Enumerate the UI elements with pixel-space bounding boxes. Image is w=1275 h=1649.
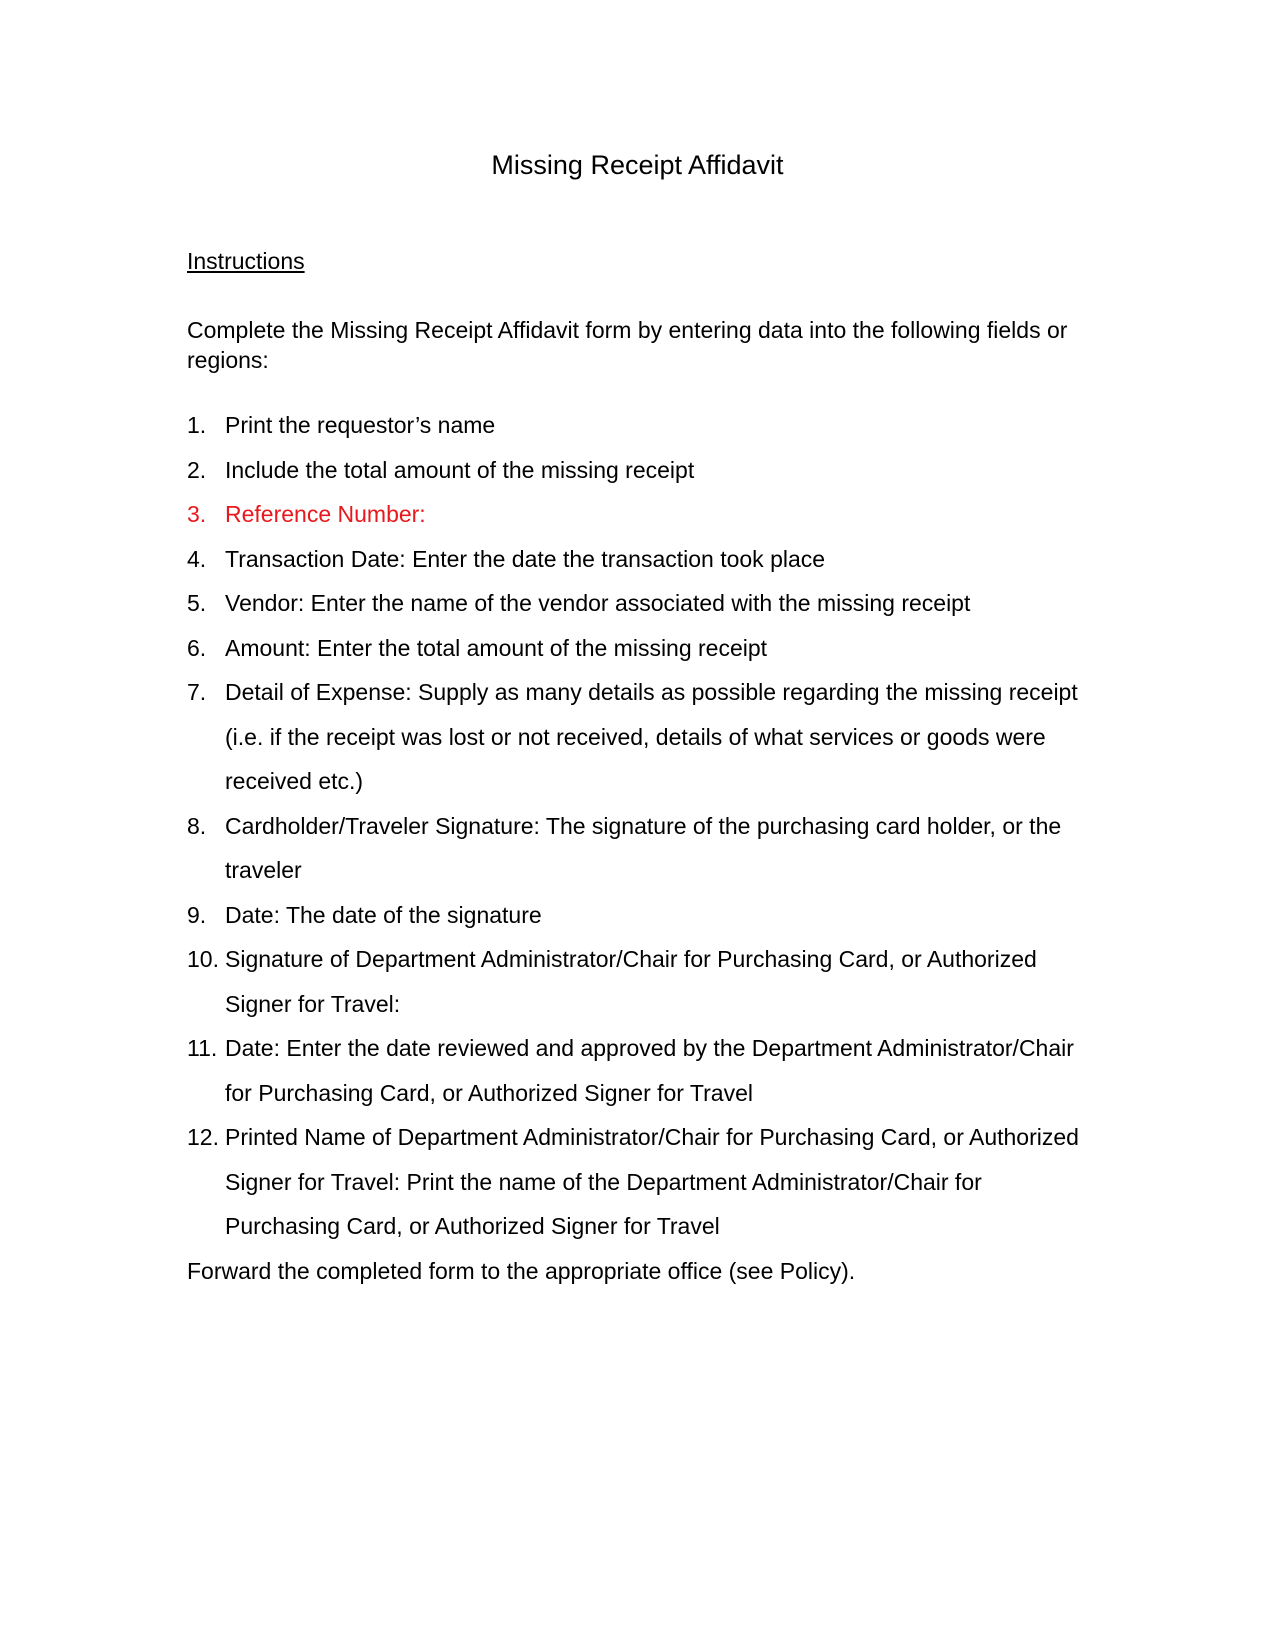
step-number: 6. bbox=[187, 634, 207, 661]
step-text: Printed Name of Department Administrator/Chair for Purchasing Card, or Authorized Signer for Travel: Print the name of the Department Administrator/Chair for Purchasing Card, or Authorized Signer for Travel bbox=[225, 1124, 1079, 1239]
instructions-heading: Instructions bbox=[187, 248, 305, 274]
step-item-8 bbox=[187, 804, 1097, 893]
step-number: 2. bbox=[187, 456, 207, 483]
step-number: 8. bbox=[187, 812, 207, 839]
step-number: 5. bbox=[187, 590, 207, 616]
step-text: Include the total amount of the missing receipt bbox=[225, 456, 695, 483]
step-item-3 bbox=[187, 492, 1097, 537]
step-item-1 bbox=[187, 403, 1097, 448]
step-number: 11. bbox=[187, 1035, 218, 1061]
outro-paragraph: Forward the completed form to the appropriate office (see Policy). bbox=[187, 1257, 856, 1284]
step-number: 3. bbox=[187, 501, 207, 527]
step-text: Date: Enter the date reviewed and approved by the Department Administrator/Chair for Purchasing Card, or Authorized Signer for Travel bbox=[225, 1035, 1074, 1106]
step-item-2 bbox=[187, 448, 1097, 493]
step-text: Vendor: Enter the name of the vendor associated with the missing receipt bbox=[225, 590, 971, 616]
step-number: 1. bbox=[187, 412, 207, 438]
intro-paragraph: Complete the Missing Receipt Affidavit form by entering data into the following fields or regions: bbox=[187, 317, 1068, 373]
step-item-9 bbox=[187, 893, 1097, 938]
step-text: Print the requestor’s name bbox=[225, 412, 496, 438]
step-text: Transaction Date: Enter the date the transaction took place bbox=[225, 545, 826, 572]
step-text: Date: The date of the signature bbox=[225, 901, 542, 928]
step-number: 12. bbox=[187, 1124, 219, 1150]
step-text: Reference Number: bbox=[225, 501, 426, 527]
document-body bbox=[187, 246, 1097, 1293]
step-item-11 bbox=[187, 1026, 1097, 1115]
step-item-5 bbox=[187, 581, 1097, 626]
step-item-12 bbox=[187, 1115, 1097, 1249]
step-item-4 bbox=[187, 537, 1097, 582]
step-text: Amount: Enter the total amount of the missing receipt bbox=[225, 634, 768, 661]
step-text: Cardholder/Traveler Signature: The signature of the purchasing card holder, or the traveler bbox=[225, 812, 1062, 883]
step-text: Detail of Expense: Supply as many details as possible regarding the missing receipt (i.e. if the receipt was lost or not received, details of what services or goods were received etc.) bbox=[225, 679, 1078, 794]
step-number: 4. bbox=[187, 545, 207, 572]
step-text: Signature of Department Administrator/Chair for Purchasing Card, or Authorized Signer for Travel: bbox=[225, 946, 1037, 1017]
document-title: Missing Receipt Affidavit bbox=[491, 150, 784, 180]
step-number: 10. bbox=[187, 946, 219, 972]
step-item-10 bbox=[187, 937, 1097, 1026]
step-number: 7. bbox=[187, 679, 207, 705]
step-item-7 bbox=[187, 670, 1097, 804]
step-number: 9. bbox=[187, 901, 207, 928]
instruction-steps-list bbox=[187, 403, 1097, 1249]
step-item-6 bbox=[187, 626, 1097, 671]
